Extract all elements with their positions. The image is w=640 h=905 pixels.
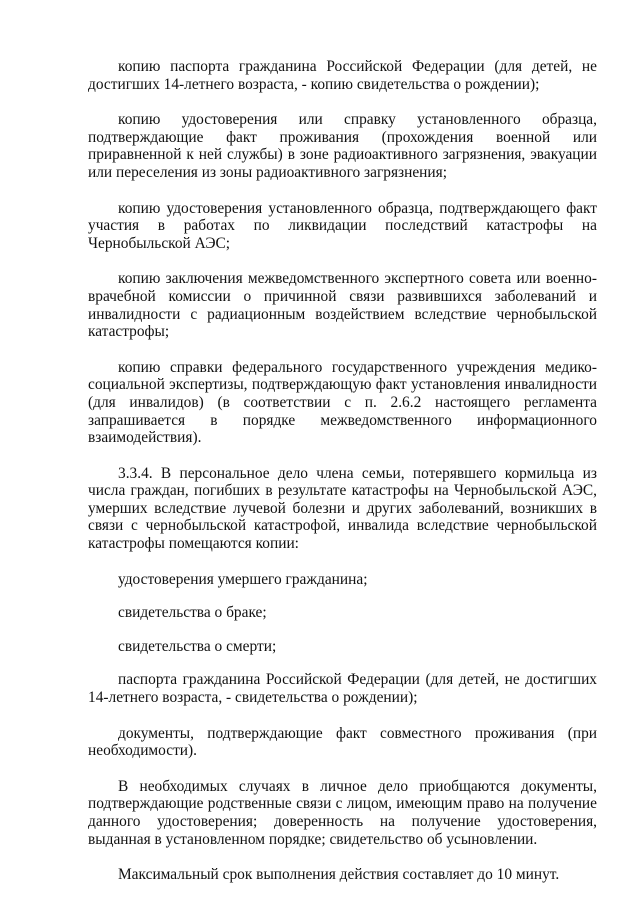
paragraph-residence-certificate: копию удостоверения или справку установленного образца, подтверждающие факт проживания (прохождения военной или приравненной к ней службы) в зоне радиоактивного загрязнения, эвакуации или переселения из зоны радиоактивного загрязнения; (88, 111, 597, 181)
paragraph-disability-certificate: копию справки федерального государственного учреждения медико-социальной экспертизы, подтверждающую факт установления инвалидности (для инвалидов) (в соответствии с п. 2.6.2 настоящего регламента запрашивается в порядке межведомственного информационного взаимодействия). (88, 358, 597, 447)
document-page (88, 58, 597, 902)
paragraph-max-duration: Максимальный срок выполнения действия составляет до 10 минут. (118, 866, 560, 884)
list-item-passport: паспорта гражданина Российской Федерации (для детей, не достигших 14-летнего возраста, - свидетельства о рождении); (88, 671, 597, 707)
paragraph-passport-copy: копию паспорта гражданина Российской Федерации (для детей, не достигших 14-летнего возраста, - копию свидетельства о рождении); (88, 58, 597, 93)
list-item-cohabitation-documents: документы, подтверждающие факт совместного проживания (при необходимости). (88, 724, 597, 760)
list-item-marriage-certificate: свидетельства о браке; (118, 604, 267, 622)
paragraph-expert-council-conclusion: копию заключения межведомственного экспертного совета или военно-врачебной комиссии о причинной связи развившихся заболеваний и инвалидности с радиационным воздействием вследствие чернобыльской катастрофы; (88, 270, 597, 341)
paragraph-liquidation-participation: копию удостоверения установленного образца, подтверждающего факт участия в работах по ликвидации последствий катастрофы на Чернобыльской АЭС; (88, 199, 597, 252)
paragraph-section-3-3-4: 3.3.4. В персональное дело члена семьи, потерявшего кормильца из числа граждан, погибших в результате катастрофы на Чернобыльской АЭС, умерших вследствие лучевой болезни и других заболеваний, возникших в связи с чернобыльской катастрофой, инвалида вследствие чернобыльской катастрофы помещаются копии: (88, 464, 597, 553)
list-item-death-certificate: свидетельства о смерти; (118, 637, 277, 655)
list-item-deceased-certificate: удостоверения умершего гражданина; (118, 570, 368, 588)
paragraph-additional-documents: В необходимых случаях в личное дело приобщаются документы, подтверждающие родственные связи с лицом, имеющим право на получение данного удостоверения; доверенность на получение удостоверения, выданная в установленном порядке; свидетельство об усыновлении. (88, 777, 597, 848)
